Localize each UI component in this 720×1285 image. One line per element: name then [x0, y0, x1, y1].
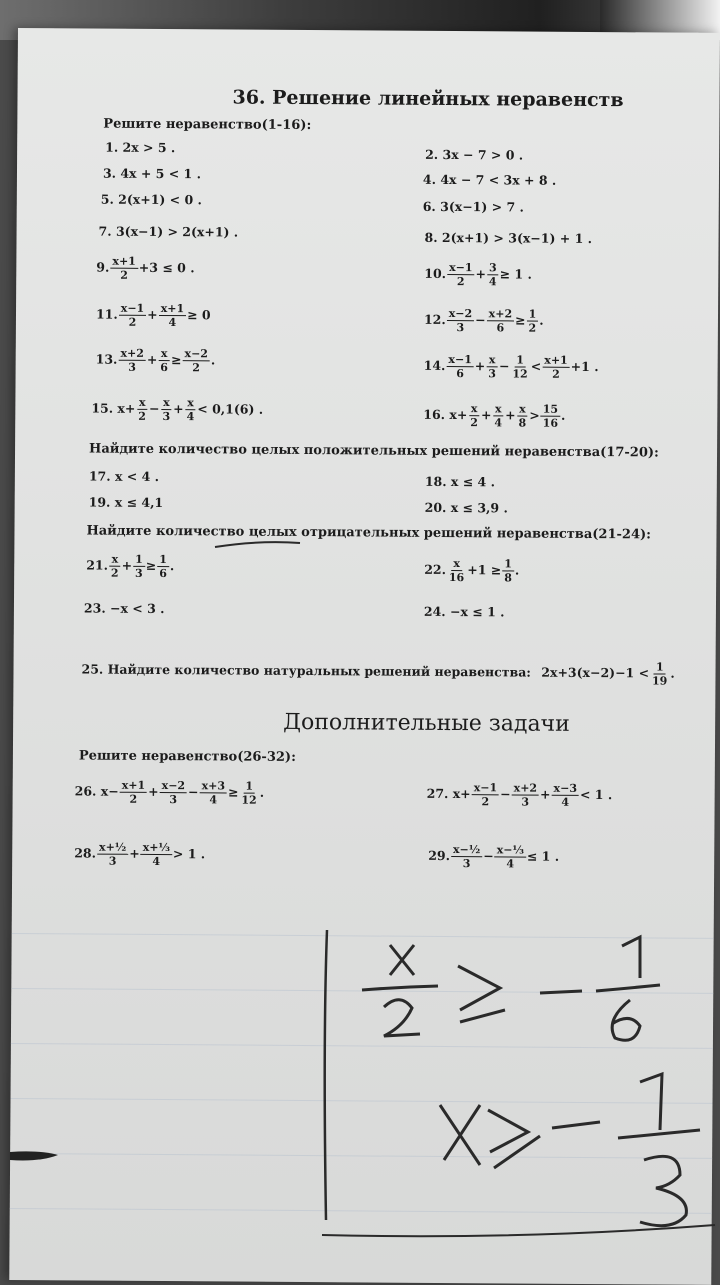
numerator: x — [161, 396, 172, 410]
pen-underline — [215, 542, 300, 547]
expression-tail: < 0,1(6) . — [197, 401, 264, 417]
numerator: x−2 — [182, 347, 210, 361]
hand-x — [440, 1105, 480, 1165]
denominator: 8 — [518, 416, 527, 430]
denominator: 16 — [448, 571, 465, 585]
problem-number: 15. x+ — [91, 400, 136, 416]
problem-number: 14. — [423, 357, 446, 373]
numerator: 1 — [527, 308, 539, 322]
expression-tail: +3 ≤ 0 . — [138, 259, 195, 276]
numerator: 1 — [654, 660, 666, 674]
denominator: 4 — [488, 275, 497, 289]
denominator: 3 — [169, 793, 178, 807]
expression-tail: +1 . — [570, 358, 599, 375]
numerator: x−1 — [472, 781, 500, 795]
section-heading-21-24: Найдите количество целых отрицательных решений неравенства(21-24): — [86, 523, 652, 543]
denominator: 4 — [152, 854, 161, 869]
denominator: 3 — [462, 857, 471, 871]
operator: ≥ — [170, 352, 182, 368]
problem-19: 19. x ≤ 4,1 — [88, 494, 164, 511]
denominator: 3 — [488, 367, 496, 381]
expression-tail: . — [539, 312, 544, 328]
operator: + — [480, 407, 492, 423]
hand-6 — [612, 1000, 640, 1040]
problem-25-text: 25. Найдите количество натуральных решений неравенства: — [81, 661, 532, 680]
numerator: x−2 — [447, 307, 475, 321]
problem-number: 21. — [86, 557, 109, 573]
operator: ≥ — [227, 784, 239, 800]
denominator: 4 — [494, 416, 503, 430]
numerator: x−2 — [160, 779, 188, 793]
problem-number: 28. — [74, 845, 97, 861]
page-title: 36. Решение линейных неравенств — [232, 86, 624, 112]
extra-title: Дополнительные задачи — [283, 709, 570, 737]
operator: + — [146, 351, 158, 367]
denominator: 3 — [456, 321, 465, 335]
numerator: 1 — [514, 353, 526, 367]
operator: + — [475, 266, 487, 282]
numerator: x+2 — [487, 307, 515, 321]
problem-number: 9. — [96, 259, 110, 275]
numerator: 1 — [157, 553, 169, 567]
hand-fraction-bar — [596, 985, 660, 991]
numerator: x+1 — [120, 779, 148, 793]
denominator: 2 — [528, 321, 537, 335]
expression-tail: ≥ 0 — [187, 307, 211, 323]
problem-4: 4. 4x − 7 < 3x + 8 . — [422, 171, 557, 188]
numerator: x+1 — [542, 354, 570, 368]
denominator: 3 — [128, 360, 136, 374]
denominator: 4 — [506, 857, 515, 871]
numerator: x — [487, 353, 498, 367]
operator: ≥ — [515, 312, 526, 328]
numerator: x+1 — [159, 302, 187, 316]
operator: + — [173, 401, 184, 417]
denominator: 2 — [481, 795, 490, 809]
denominator: 6 — [159, 566, 167, 581]
denominator: 3 — [135, 566, 143, 580]
problem-number: 26. x− — [74, 783, 119, 799]
expression-tail: < 1 . — [579, 786, 613, 803]
numerator: x−⅓ — [495, 843, 526, 857]
denominator: 8 — [504, 571, 512, 585]
problem-number: 29. — [428, 847, 451, 864]
hand-1 — [622, 937, 640, 978]
numerator: x — [137, 396, 148, 410]
operator: + — [147, 306, 158, 322]
denominator: 4 — [209, 793, 218, 807]
problem-number: 11. — [95, 306, 118, 322]
expression-tail: ≥ 1 . — [499, 266, 532, 282]
denominator: 2 — [110, 566, 119, 580]
numerator: x — [159, 347, 170, 361]
denominator: 12 — [241, 793, 257, 807]
section-heading-17-20: Найдите количество целых положительных решений неравенства(17-20): — [89, 441, 659, 461]
problem-23: 23. −x < 3 . — [83, 600, 165, 617]
expression-tail: . — [210, 352, 216, 368]
hand-3 — [640, 1156, 686, 1225]
problem-18: 18. x ≤ 4 . — [424, 473, 496, 490]
numerator: x−1 — [446, 353, 474, 367]
operator: + — [505, 407, 516, 423]
numerator: x+2 — [512, 781, 540, 795]
denominator: 3 — [521, 795, 530, 809]
expression: 2x+3(x−2)−1 < — [541, 664, 650, 681]
problem-number: 27. x+ — [426, 785, 471, 802]
operator: + — [121, 557, 133, 573]
problem-5: 5. 2(x+1) < 0 . — [100, 191, 202, 208]
problem-8: 8. 2(x+1) > 3(x−1) + 1 . — [424, 229, 593, 247]
denominator: 3 — [108, 854, 117, 868]
numerator: x−1 — [119, 302, 147, 316]
operator: < — [530, 358, 542, 374]
hand-fraction-bar — [618, 1130, 700, 1138]
denominator: 2 — [192, 361, 201, 375]
problem-17: 17. x < 4 . — [88, 468, 160, 484]
numerator: x — [517, 402, 528, 416]
expression-tail: > 1 . — [172, 846, 206, 862]
numerator: x+1 — [110, 255, 138, 269]
expression-tail: . — [169, 558, 175, 574]
hand-minus — [540, 991, 582, 993]
problem-number: 22. — [424, 561, 447, 578]
denominator: 6 — [456, 367, 464, 381]
operator: − — [148, 400, 160, 416]
numerator: x — [493, 402, 504, 416]
operator: − — [498, 358, 510, 374]
expression-tail: . — [259, 784, 265, 800]
operator: + — [148, 783, 159, 800]
numerator: x+½ — [97, 841, 128, 855]
section-heading-26-32: Решите неравенство(26-32): — [78, 748, 296, 765]
hand-1 — [640, 1074, 662, 1130]
numerator: x+⅓ — [141, 841, 172, 855]
problem-7: 7. 3(x−1) > 2(x+1) . — [98, 223, 239, 240]
denominator: 12 — [512, 367, 528, 381]
problem-number: 13. — [95, 351, 118, 367]
denominator: 2 — [128, 315, 137, 329]
hand-geq — [488, 1110, 540, 1168]
problem-number: 16. x+ — [423, 406, 468, 423]
operator: − — [188, 784, 199, 800]
operator: + — [540, 786, 551, 802]
denominator: 2 — [456, 275, 465, 289]
operator: − — [483, 848, 494, 864]
expression-tail: . — [561, 407, 566, 423]
denominator: 6 — [496, 321, 505, 335]
numerator: 15 — [541, 403, 560, 417]
numerator: 1 — [243, 780, 255, 794]
hand-2 — [384, 1000, 420, 1036]
denominator: 2 — [120, 268, 128, 282]
expression-tail: . — [670, 665, 675, 681]
operator: − — [500, 786, 511, 802]
section-heading-1-16: Решите неравенство(1-16): — [103, 116, 312, 134]
problem-number: 10. — [424, 265, 447, 281]
denominator: 4 — [168, 316, 177, 330]
expression-tail: ≤ 1 . — [526, 848, 560, 864]
problem-20: 20. x ≤ 3,9 . — [424, 499, 508, 516]
numerator: 3 — [487, 261, 499, 275]
pen-margin-line — [325, 930, 327, 1220]
denominator: 6 — [160, 361, 169, 375]
denominator: 2 — [138, 409, 147, 423]
numerator: x — [110, 553, 121, 567]
numerator: x — [185, 396, 196, 410]
problem-2: 2. 3x − 7 > 0 . — [425, 146, 524, 163]
operator: ≥ — [145, 557, 157, 573]
denominator: 2 — [470, 416, 478, 430]
hand-x — [390, 945, 414, 975]
operator: + — [129, 845, 140, 861]
problem-3: 3. 4x + 5 < 1 . — [102, 165, 202, 182]
numerator: 1 — [502, 557, 514, 571]
operator: > — [529, 407, 540, 423]
problem-number: 12. — [423, 311, 446, 327]
problem-1: 1. 2x > 5 . — [105, 139, 176, 156]
denominator: 3 — [162, 410, 171, 424]
hand-fraction-bar — [362, 986, 438, 990]
hand-minus — [552, 1122, 600, 1128]
denominator: 4 — [561, 795, 570, 809]
pen-icon — [10, 1151, 58, 1160]
operator: − — [475, 312, 486, 328]
problem-6: 6. 3(x−1) > 7 . — [422, 198, 524, 215]
numerator: x−3 — [552, 782, 580, 796]
numerator: x+3 — [200, 779, 228, 793]
problem-24: 24. −x ≤ 1 . — [423, 603, 505, 620]
hand-geq — [458, 966, 505, 1022]
numerator: x−1 — [447, 261, 475, 275]
denominator: 4 — [186, 410, 195, 424]
numerator: x — [469, 402, 480, 416]
operator: +1 ≥ — [467, 562, 502, 578]
numerator: 1 — [133, 553, 145, 567]
numerator: x−½ — [451, 843, 482, 857]
denominator: 2 — [552, 367, 560, 381]
operator: + — [474, 358, 486, 374]
expression-tail: . — [514, 562, 520, 578]
denominator: 2 — [129, 792, 138, 806]
denominator: 19 — [652, 674, 668, 688]
numerator: x+2 — [118, 347, 146, 361]
denominator: 16 — [542, 416, 559, 430]
numerator: x — [451, 557, 462, 571]
